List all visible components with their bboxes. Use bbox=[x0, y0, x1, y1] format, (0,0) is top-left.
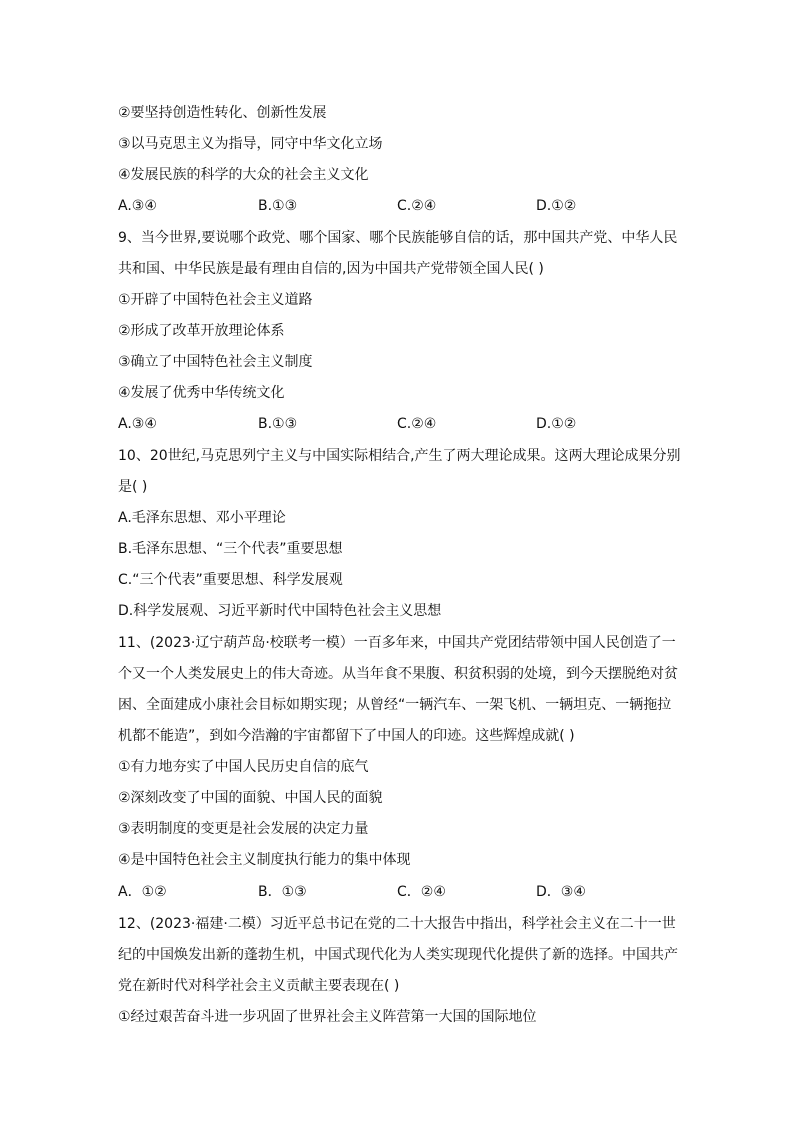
q8-item-4: ④发展民族的科学的大众的社会主义文化 bbox=[118, 167, 369, 183]
q11-stem-line-1: 11、(2023·辽宁葫芦岛·校联考一模）一百多年来，中国共产党团结带领中国人民创造了一 bbox=[118, 635, 676, 651]
q9-stem-line-1: 9、当今世界,要说哪个政党、哪个国家、哪个民族能够自信的话，那中国共产党、中华人民 bbox=[118, 230, 678, 246]
q9-option-b: B.①③ bbox=[258, 416, 298, 432]
q8-item-2: ②要坚持创造性转化、创新性发展 bbox=[118, 105, 327, 121]
q9-option-d: D.①② bbox=[536, 416, 577, 432]
q11-option-a: A．①② bbox=[118, 884, 167, 900]
q10-option-b: B.毛泽东思想、“三个代表”重要思想 bbox=[118, 541, 343, 557]
q9-options bbox=[118, 414, 678, 434]
q11-option-d: D．③④ bbox=[536, 884, 586, 900]
q12-stem-line-2: 纪的中国焕发出新的蓬勃生机，中国式现代化为人类实现现代化提供了新的选择。中国共产 bbox=[118, 947, 678, 963]
q9-item-4: ④发展了优秀中华传统文化 bbox=[118, 385, 285, 401]
q11-option-b: B．①③ bbox=[258, 884, 307, 900]
q9-option-c: C.②④ bbox=[397, 416, 437, 432]
q11-option-c: C．②④ bbox=[397, 884, 446, 900]
q8-option-b: B.①③ bbox=[258, 198, 298, 214]
q11-item-3: ③表明制度的变更是社会发展的决定力量 bbox=[118, 821, 369, 837]
q11-item-2: ②深刻改变了中国的面貌、中国人民的面貌 bbox=[118, 790, 383, 806]
q12-stem-line-1: 12、(2023·福建·二模）习近平总书记在党的二十大报告中指出，科学社会主义在二十一世 bbox=[118, 916, 676, 932]
q9-item-3: ③确立了中国特色社会主义制度 bbox=[118, 354, 313, 370]
q9-option-a: A.③④ bbox=[118, 416, 157, 432]
q8-item-3: ③以马克思主义为指导，同守中华文化立场 bbox=[118, 136, 383, 152]
q8-option-a: A.③④ bbox=[118, 198, 157, 214]
q12-item-1: ①经过艰苦奋斗进一步巩固了世界社会主义阵营第一大国的国际地位 bbox=[118, 1009, 537, 1025]
q9-stem-line-2: 共和国、中华民族是最有理由自信的,因为中国共产党带领全国人民( ) bbox=[118, 261, 544, 277]
q10-stem-line-2: 是( ) bbox=[118, 479, 148, 495]
q10-option-a: A.毛泽东思想、邓小平理论 bbox=[118, 510, 286, 526]
q9-item-1: ①开辟了中国特色社会主义道路 bbox=[118, 292, 313, 308]
q8-option-d: D.①② bbox=[536, 198, 577, 214]
q11-options bbox=[118, 882, 678, 902]
q10-option-d: D.科学发展观、习近平新时代中国特色社会主义思想 bbox=[118, 603, 442, 619]
q11-item-1: ①有力地夯实了中国人民历史自信的底气 bbox=[118, 759, 369, 775]
q11-stem-line-4: 机都不能造”，到如今浩瀚的宇宙都留下了中国人的印迹。这些辉煌成就( ) bbox=[118, 728, 575, 744]
q12-stem-line-3: 党在新时代对科学社会主义贡献主要表现在( ) bbox=[118, 978, 400, 994]
q8-option-c: C.②④ bbox=[397, 198, 437, 214]
q10-option-c: C.“三个代表”重要思想、科学发展观 bbox=[118, 572, 343, 588]
q10-stem-line-1: 10、20世纪,马克思列宁主义与中国实际相结合,产生了两大理论成果。这两大理论成果分别 bbox=[118, 448, 681, 464]
q9-item-2: ②形成了改革开放理论体系 bbox=[118, 323, 285, 339]
q8-options bbox=[118, 196, 678, 216]
q11-stem-line-3: 困、全面建成小康社会目标如期实现；从曾经“一辆汽车、一架飞机、一辆坦克、一辆拖拉 bbox=[118, 697, 672, 713]
q11-item-4: ④是中国特色社会主义制度执行能力的集中体现 bbox=[118, 852, 411, 868]
q11-stem-line-2: 个又一个人类发展史上的伟大奇迹。从当年食不果腹、积贫积弱的处境，到今天摆脱绝对贫 bbox=[118, 666, 678, 682]
